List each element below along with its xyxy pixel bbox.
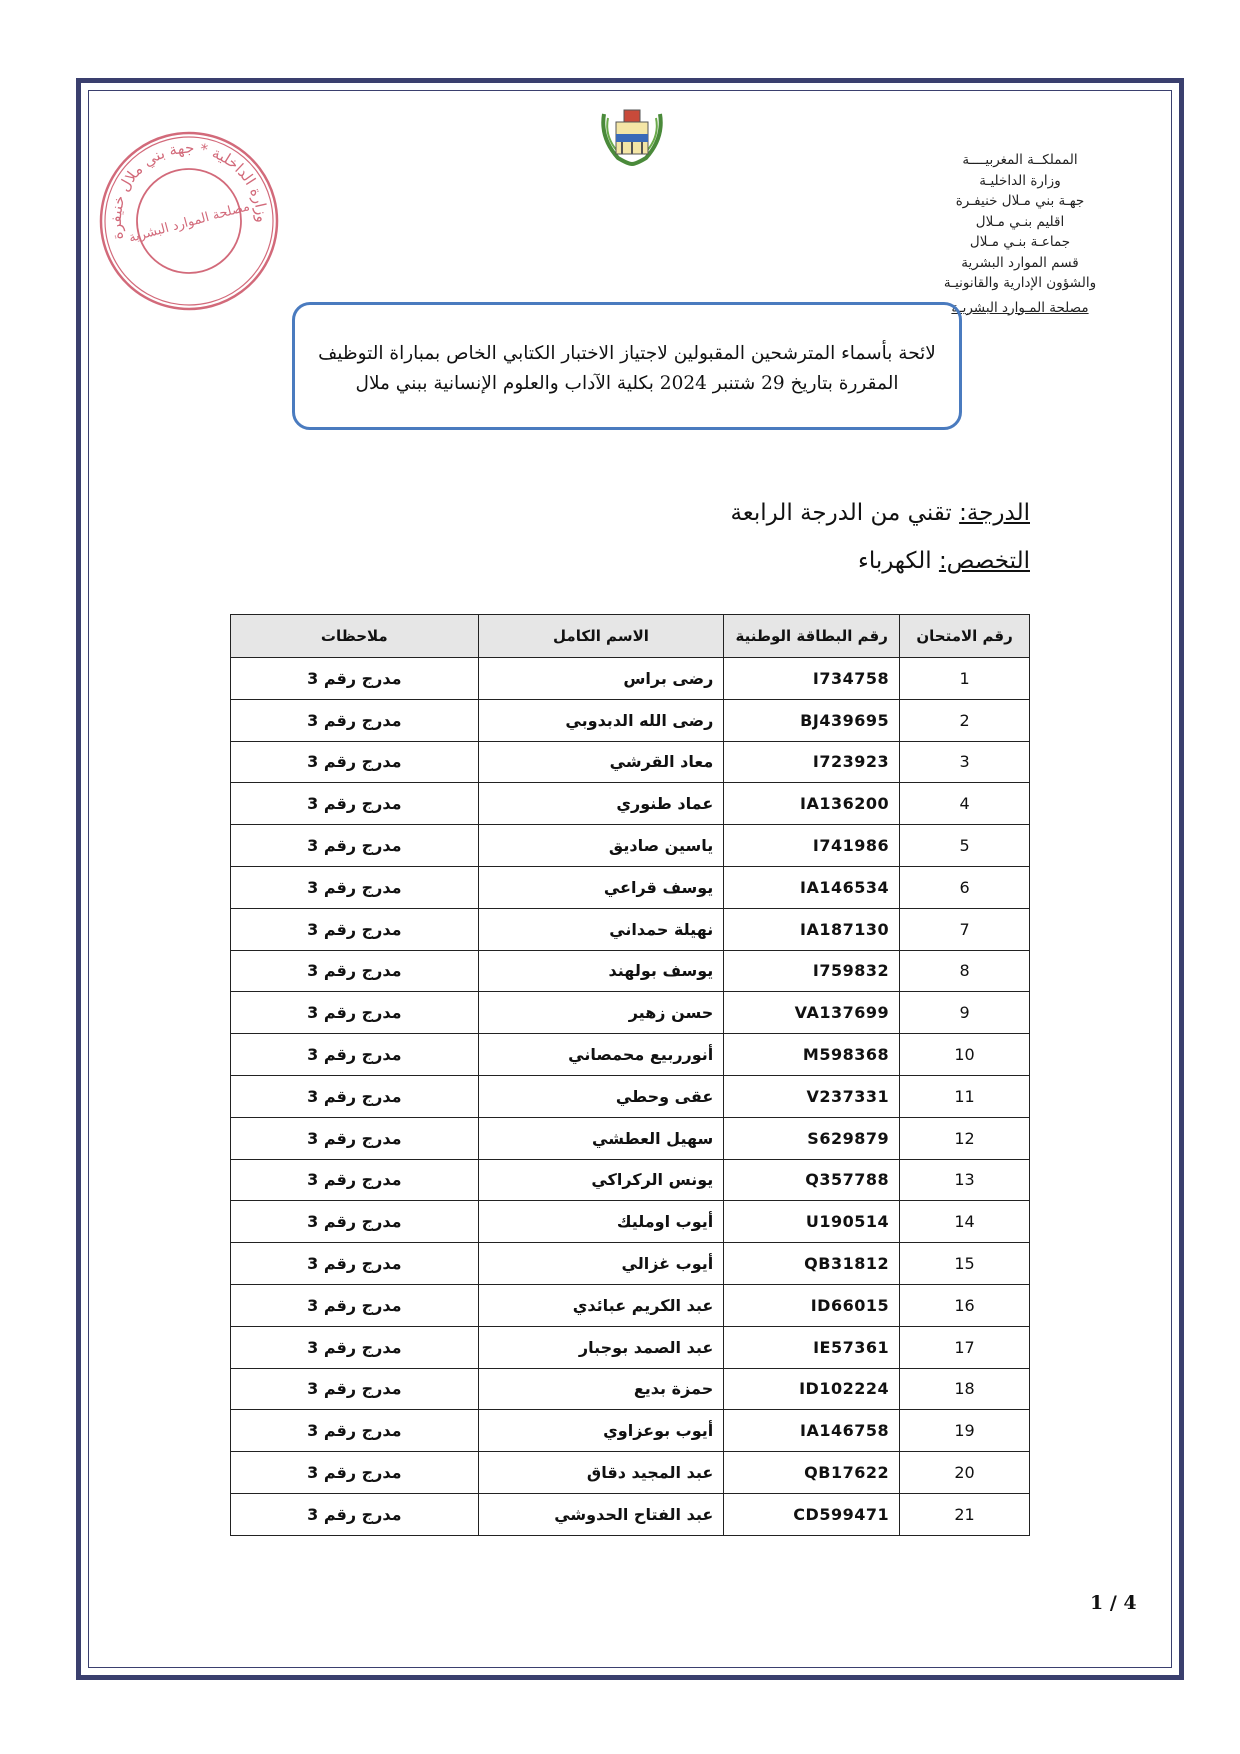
specialty-value: الكهرباء (858, 548, 932, 574)
cell-exam-number: 9 (900, 992, 1030, 1034)
cell-exam-number: 18 (900, 1368, 1030, 1410)
page-number: 1 / 4 (1090, 1592, 1137, 1614)
cell-exam-number: 19 (900, 1410, 1030, 1452)
city-emblem-icon (598, 104, 666, 166)
cell-exam-number: 20 (900, 1452, 1030, 1494)
cell-full-name: نهيلة حمداني (478, 908, 724, 950)
cell-notes: مدرج رقم 3 (231, 1410, 479, 1452)
title-line-1: لائحة بأسماء المترشحين المقبولين لاجتياز الاختبار الكتابي الخاص بمباراة التوظيف (318, 343, 936, 364)
division-line-2: والشؤون الإدارية والقانونيـة (943, 275, 1097, 291)
grade-line (730, 500, 1030, 526)
specialty-line (858, 548, 1030, 574)
cell-national-id: BJ439695 (724, 699, 900, 741)
cell-national-id: I723923 (724, 741, 900, 783)
document-title-box (292, 302, 962, 430)
cell-full-name: رضى الله الدبدوبي (478, 699, 724, 741)
official-stamp-icon (94, 126, 284, 316)
table-row (231, 1034, 1030, 1076)
table-row (231, 992, 1030, 1034)
table-row (231, 950, 1030, 992)
cell-national-id: ID66015 (724, 1284, 900, 1326)
header-national-id: رقم البطاقة الوطنية (724, 615, 900, 658)
cell-national-id: V237331 (724, 1075, 900, 1117)
kingdom-line: المملكــة المغربيــــة (962, 152, 1078, 168)
cell-full-name: عبد المجيد دقاق (478, 1452, 724, 1494)
table-row (231, 1452, 1030, 1494)
table-row (231, 1075, 1030, 1117)
cell-notes: مدرج رقم 3 (231, 1243, 479, 1285)
cell-full-name: أيوب اومليك (478, 1201, 724, 1243)
ministry-line: وزارة الداخليـة (979, 172, 1061, 189)
cell-notes: مدرج رقم 3 (231, 992, 479, 1034)
table-row (231, 1368, 1030, 1410)
table-row (231, 1117, 1030, 1159)
cell-national-id: M598368 (724, 1034, 900, 1076)
cell-full-name: حمزة بديع (478, 1368, 724, 1410)
cell-exam-number: 3 (900, 741, 1030, 783)
table-row (231, 825, 1030, 867)
cell-notes: مدرج رقم 3 (231, 783, 479, 825)
cell-notes: مدرج رقم 3 (231, 1201, 479, 1243)
cell-national-id: IA187130 (724, 908, 900, 950)
table-row (231, 1243, 1030, 1285)
table-header-row (231, 615, 1030, 658)
commune-line: جماعـة بنـي مـلال (969, 234, 1071, 250)
cell-exam-number: 16 (900, 1284, 1030, 1326)
cell-notes: مدرج رقم 3 (231, 1284, 479, 1326)
cell-exam-number: 7 (900, 908, 1030, 950)
cell-full-name: معاد القرشي (478, 741, 724, 783)
header-full-name: الاسم الكامل (478, 615, 724, 658)
cell-exam-number: 2 (900, 699, 1030, 741)
cell-full-name: عماد طنوري (478, 783, 724, 825)
cell-full-name: أيوب بوعزاوي (478, 1410, 724, 1452)
cell-full-name: حسن زهير (478, 992, 724, 1034)
cell-notes: مدرج رقم 3 (231, 825, 479, 867)
division-line: قسم الموارد البشرية (961, 254, 1079, 271)
cell-notes: مدرج رقم 3 (231, 1368, 479, 1410)
cell-exam-number: 4 (900, 783, 1030, 825)
cell-exam-number: 10 (900, 1034, 1030, 1076)
table-row (231, 908, 1030, 950)
cell-full-name: يونس الركراكي (478, 1159, 724, 1201)
cell-full-name: ياسين صاديق (478, 825, 724, 867)
cell-notes: مدرج رقم 3 (231, 1452, 479, 1494)
table-row (231, 783, 1030, 825)
table-row (231, 658, 1030, 700)
table-row (231, 1159, 1030, 1201)
cell-exam-number: 12 (900, 1117, 1030, 1159)
header-notes: ملاحظات (231, 615, 479, 658)
cell-notes: مدرج رقم 3 (231, 950, 479, 992)
cell-notes: مدرج رقم 3 (231, 1034, 479, 1076)
cell-exam-number: 15 (900, 1243, 1030, 1285)
cell-national-id: VA137699 (724, 992, 900, 1034)
cell-national-id: CD599471 (724, 1493, 900, 1535)
cell-full-name: أنورربيع محمصاني (478, 1034, 724, 1076)
cell-notes: مدرج رقم 3 (231, 699, 479, 741)
cell-national-id: U190514 (724, 1201, 900, 1243)
title-line-2: المقررة بتاريخ 29 شتنبر 2024 بكلية الآداب والعلوم الإنسانية ببني ملال (355, 373, 899, 394)
cell-national-id: IA146534 (724, 866, 900, 908)
cell-exam-number: 21 (900, 1493, 1030, 1535)
cell-national-id: I741986 (724, 825, 900, 867)
cell-full-name: عقى وحطي (478, 1075, 724, 1117)
administration-header (910, 150, 1130, 318)
table-row (231, 1493, 1030, 1535)
province-line: اقليم بنـي مـلال (975, 213, 1065, 230)
cell-full-name: عبد الكريم عبائدي (478, 1284, 724, 1326)
cell-notes: مدرج رقم 3 (231, 1159, 479, 1201)
stamp-inner-text: مصلحة الموارد البشرية (127, 199, 252, 246)
cell-full-name: يوسف قراعي (478, 866, 724, 908)
header-exam-number: رقم الامتحان (900, 615, 1030, 658)
specialty-label: التخصص: (938, 548, 1030, 574)
cell-notes: مدرج رقم 3 (231, 1493, 479, 1535)
table-row (231, 699, 1030, 741)
cell-notes: مدرج رقم 3 (231, 1075, 479, 1117)
table-row (231, 1284, 1030, 1326)
cell-full-name: أيوب غزالي (478, 1243, 724, 1285)
cell-full-name: رضى براس (478, 658, 724, 700)
cell-full-name: عبد الصمد بوجبار (478, 1326, 724, 1368)
stamp-outer-text: وزارة الداخلية * جهة بني ملال خنيفرة (106, 138, 272, 242)
cell-national-id: I734758 (724, 658, 900, 700)
cell-exam-number: 6 (900, 866, 1030, 908)
cell-national-id: QB17622 (724, 1452, 900, 1494)
cell-notes: مدرج رقم 3 (231, 1117, 479, 1159)
service-line: مصلحة المـوارد البشريـة (951, 299, 1089, 316)
cell-notes: مدرج رقم 3 (231, 866, 479, 908)
table-row (231, 1201, 1030, 1243)
cell-national-id: IA146758 (724, 1410, 900, 1452)
table-row (231, 1326, 1030, 1368)
grade-value: تقني من الدرجة الرابعة (730, 500, 952, 526)
table-row (231, 1410, 1030, 1452)
cell-notes: مدرج رقم 3 (231, 908, 479, 950)
cell-exam-number: 13 (900, 1159, 1030, 1201)
cell-full-name: سهيل العطشي (478, 1117, 724, 1159)
cell-exam-number: 8 (900, 950, 1030, 992)
cell-national-id: QB31812 (724, 1243, 900, 1285)
grade-label: الدرجة: (959, 500, 1030, 526)
cell-notes: مدرج رقم 3 (231, 658, 479, 700)
cell-national-id: S629879 (724, 1117, 900, 1159)
svg-text:وزارة الداخلية * جهة بني ملال (94, 126, 274, 264)
table-row (231, 741, 1030, 783)
cell-national-id: Q357788 (724, 1159, 900, 1201)
cell-notes: مدرج رقم 3 (231, 1326, 479, 1368)
cell-national-id: IA136200 (724, 783, 900, 825)
cell-national-id: IE57361 (724, 1326, 900, 1368)
cell-national-id: I759832 (724, 950, 900, 992)
cell-exam-number: 11 (900, 1075, 1030, 1117)
cell-full-name: عبد الفتاح الحدوشي (478, 1493, 724, 1535)
cell-exam-number: 1 (900, 658, 1030, 700)
candidates-table (230, 614, 1030, 1536)
cell-exam-number: 14 (900, 1201, 1030, 1243)
cell-exam-number: 5 (900, 825, 1030, 867)
table-row (231, 866, 1030, 908)
cell-notes: مدرج رقم 3 (231, 741, 479, 783)
region-line: جهـة بني مـلال خنيفـرة (955, 193, 1085, 209)
cell-full-name: يوسف بولهند (478, 950, 724, 992)
cell-national-id: ID102224 (724, 1368, 900, 1410)
cell-exam-number: 17 (900, 1326, 1030, 1368)
